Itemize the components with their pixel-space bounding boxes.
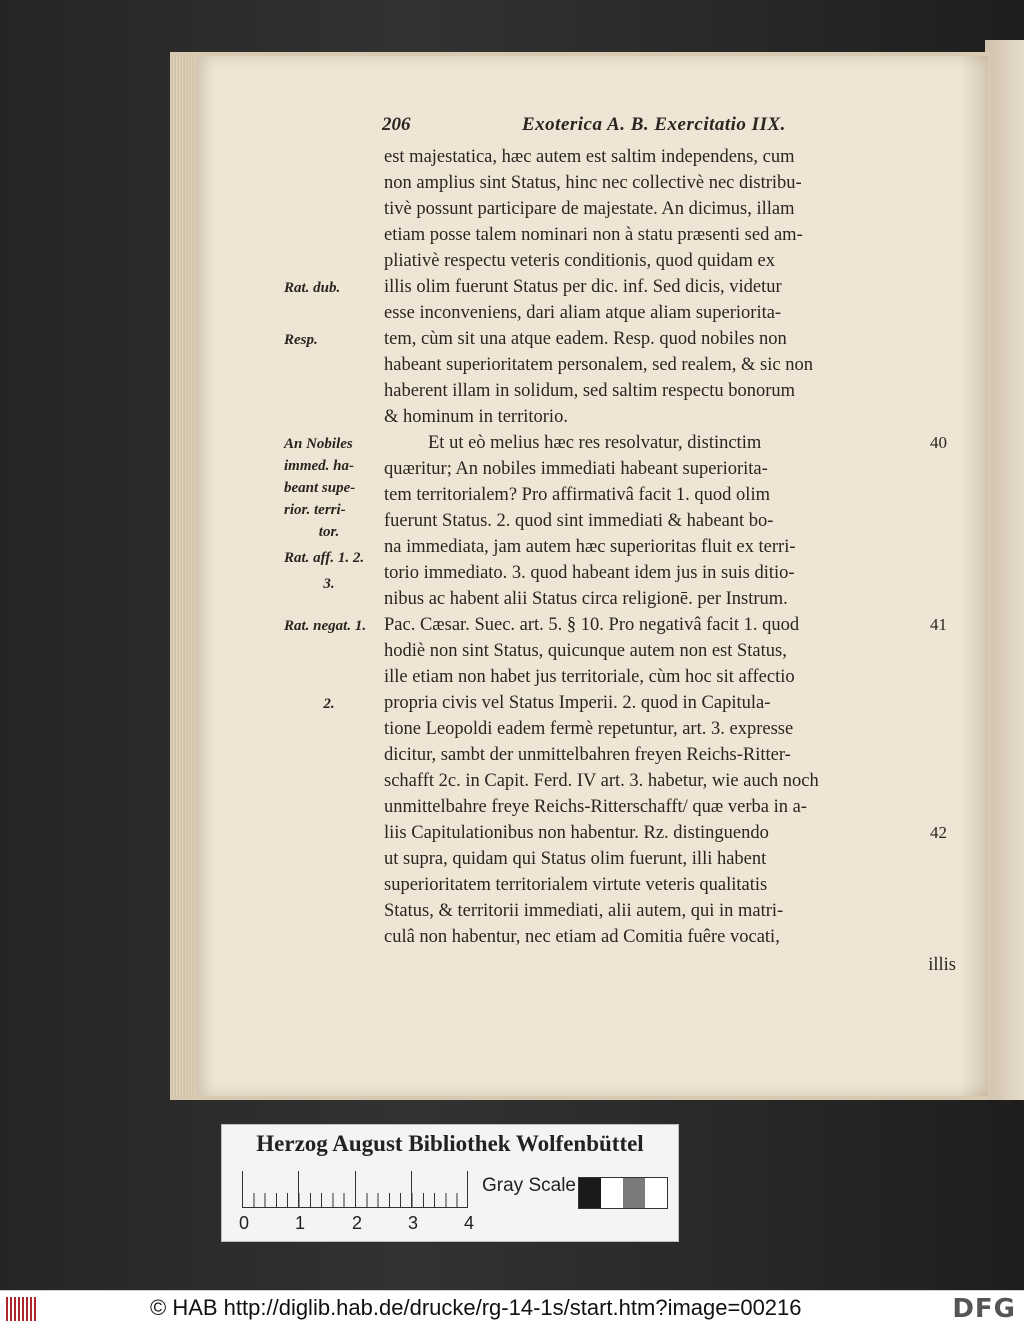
text-line: dicitur, sambt der unmittelbahren freyen Reichs-Ritter- bbox=[384, 745, 791, 765]
text-line: schafft 2c. in Capit. Ferd. IV art. 3. habetur, wie auch noch bbox=[384, 771, 819, 791]
text-line: Pac. Cæsar. Suec. art. 5. § 10. Pro negativâ facit 1. quod bbox=[384, 615, 800, 635]
margin-note: rior. terri- bbox=[284, 502, 346, 518]
text-line: superioritatem territorialem virtute veteris qualitatis bbox=[384, 875, 768, 895]
margin-note: 3. bbox=[323, 576, 335, 592]
ruler-label: 1 bbox=[294, 1213, 305, 1233]
margin-note: 2. bbox=[323, 696, 335, 712]
gray-patch bbox=[623, 1178, 645, 1208]
running-title: Exoterica A. B. Exercitatio IIX. bbox=[522, 114, 786, 135]
text-line: esse inconveniens, dari aliam atque aliam superiorita- bbox=[384, 303, 782, 323]
page-number: 206 bbox=[382, 114, 411, 135]
text-line: torio immediato. 3. quod habeant idem jus in suis ditio- bbox=[384, 563, 795, 583]
text-line: ille etiam non habet jus territoriale, cùm hoc sit affectio bbox=[384, 667, 795, 687]
gray-scale-strip bbox=[578, 1177, 668, 1209]
line-number: 42 bbox=[930, 823, 947, 842]
page-edges bbox=[172, 56, 196, 1096]
library-title: Herzog August Bibliothek Wolfenbüttel bbox=[256, 1131, 644, 1156]
text-line: non amplius sint Status, hinc nec collectivè nec distribu- bbox=[384, 173, 802, 193]
text-line: est majestatica, hæc autem est saltim independens, cum bbox=[384, 147, 795, 167]
facing-page-edge bbox=[985, 40, 1024, 1100]
text-line: etiam posse talem nominari non à statu præsenti sed am- bbox=[384, 225, 803, 245]
gray-scale-label: Gray Scale bbox=[482, 1175, 576, 1196]
text-line: hodiè non sint Status, quicunque autem non est Status, bbox=[384, 641, 787, 661]
ruler-label: 0 bbox=[238, 1213, 249, 1233]
text-line: propria civis vel Status Imperii. 2. quod in Capitula- bbox=[384, 693, 771, 713]
ruler-label: 4 bbox=[463, 1213, 474, 1233]
hab-logo-icon bbox=[6, 1297, 36, 1321]
ruler-tick bbox=[411, 1171, 412, 1207]
margin-note: Resp. bbox=[284, 332, 318, 348]
gray-patch bbox=[645, 1178, 667, 1208]
color-card bbox=[221, 1124, 679, 1242]
text-line: liis Capitulationibus non habentur. Rz. distinguendo bbox=[384, 823, 769, 843]
text-line: pliativè respectu veteris conditionis, quod quidam ex bbox=[384, 251, 775, 271]
margin-note: Rat. negat. 1. bbox=[284, 618, 367, 634]
text-line: Status, & territorii immediati, alii autem, qui in matri- bbox=[384, 901, 784, 921]
copyright-url[interactable]: © HAB http://diglib.hab.de/drucke/rg-14-1s/start.htm?image=00216 bbox=[150, 1295, 802, 1320]
text-line: & hominum in territorio. bbox=[384, 407, 568, 427]
line-number: 41 bbox=[930, 615, 947, 634]
text-line: nibus ac habent alii Status circa religionē. per Instrum. bbox=[384, 589, 788, 609]
text-line: ut supra, quidam qui Status olim fuerunt, illi habent bbox=[384, 849, 767, 869]
line-number: 40 bbox=[930, 433, 947, 452]
text-line: unmittelbahre freye Reichs-Ritterschafft/ quæ verba in a- bbox=[384, 797, 807, 817]
ruler bbox=[242, 1171, 468, 1208]
text-line: illis olim fuerunt Status per dic. inf. Sed dicis, videtur bbox=[384, 277, 782, 297]
text-line: culâ non habentur, nec etiam ad Comitia fuêre vocati, bbox=[384, 927, 780, 947]
ruler-tick bbox=[298, 1171, 299, 1207]
text-line: tione Leopoldi eadem fermè repetuntur, art. 3. expresse bbox=[384, 719, 794, 739]
text-line: habeant superioritatem personalem, sed realem, & sic non bbox=[384, 355, 813, 375]
catchword: illis bbox=[928, 955, 956, 975]
ruler-tick bbox=[242, 1171, 243, 1207]
text-line: tem territorialem? Pro affirmativâ facit 1. quod olim bbox=[384, 485, 770, 505]
margin-note: beant supe- bbox=[284, 480, 356, 496]
margin-note: An Nobiles bbox=[284, 436, 353, 452]
ruler-label: 3 bbox=[407, 1213, 418, 1233]
margin-note: Rat. aff. 1. 2. bbox=[284, 550, 365, 566]
running-head bbox=[382, 114, 792, 140]
text-line: na immediata, jam autem hæc superioritas fluit ex terri- bbox=[384, 537, 796, 557]
ruler-tick bbox=[467, 1171, 468, 1207]
text-line: fuerunt Status. 2. quod sint immediati & habeant bo- bbox=[384, 511, 774, 531]
ruler-tick bbox=[355, 1171, 356, 1207]
margin-note: immed. ha- bbox=[284, 458, 354, 474]
gray-patch bbox=[601, 1178, 623, 1208]
margin-note: tor. bbox=[318, 524, 340, 540]
gutter-shadow bbox=[960, 56, 988, 1096]
text-line: Et ut eò melius hæc res resolvatur, distinctim bbox=[428, 433, 762, 453]
gray-patch bbox=[579, 1178, 601, 1208]
text-line: quæritur; An nobiles immediati habeant superiorita- bbox=[384, 459, 768, 479]
dfg-logo: DFG bbox=[952, 1294, 1016, 1324]
footer-bar bbox=[0, 1290, 1024, 1326]
ruler-label: 2 bbox=[351, 1213, 362, 1233]
text-line: tivè possunt participare de majestate. An dicimus, illam bbox=[384, 199, 795, 219]
text-line: tem, cùm sit una atque eadem. Resp. quod nobiles non bbox=[384, 329, 787, 349]
margin-note: Rat. dub. bbox=[284, 280, 341, 296]
text-line: haberent illam in solidum, sed saltim respectu bonorum bbox=[384, 381, 796, 401]
